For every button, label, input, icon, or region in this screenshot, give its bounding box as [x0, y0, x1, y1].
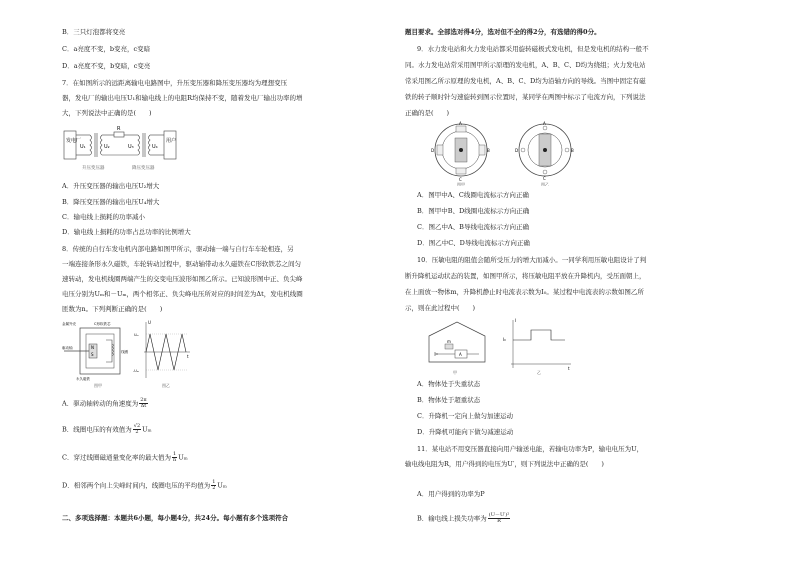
q9-option-a: A．图甲中A、C线圈电流标示方向正确: [417, 191, 529, 199]
svg-text:A: A: [459, 121, 462, 126]
q8-stem-line2: 一端连接条形永久磁铁，车轮转动过程中，驱动轴带动永久磁铁在C形软铁芯之间匀: [62, 260, 301, 268]
q8-option-a-fraction: $\frac{2\pi}{\Delta t}$: [140, 397, 147, 409]
q9-stem-line1: 9．水力发电站和火力发电站都采用旋转磁极式发电机，但是发电机的结构一般不: [417, 45, 649, 53]
q11-stem-line1: 11．某电站不用变压器直接向用户输送电能，若输电功率为P，输电电压为U，: [417, 445, 644, 453]
q8-stem-line3: 速转动，发电机线圈两端产生的交变电压波形如图乙所示。已知波形图中正、负尖峰: [62, 275, 303, 283]
q9-stem-line5: 正确的是( ): [405, 109, 450, 117]
q8-option-c: C．穿过线圈磁通量变化率的最大值为 $\frac{1}{n}$ Uₘ: [62, 451, 188, 463]
q11-option-a: A．用户得到的功率为P: [417, 490, 485, 498]
q11-option-b: [417, 513, 511, 524]
q9-stem-line4: 铁的转子顺时针匀速旋转到图示位置时，某同学在两图中标示了电流方向，下列说法: [405, 93, 646, 101]
q7-option-c: C．输电线上损耗的功率减小: [62, 213, 145, 221]
q8-fig-um: Uₘ: [134, 333, 139, 337]
q9-option-d: D．图乙中C、D导线电流标示方向正确: [417, 239, 530, 247]
left-column: [0, 0, 385, 562]
q9-stem-line3: 常采用图乙所示原理的发电机，A、B、C、D均为沿轴方向的导线。当图中固定有磁: [405, 77, 646, 85]
q8-option-b-text: B．线圈电压的有效值为: [62, 425, 132, 434]
svg-text:S: S: [91, 352, 94, 357]
q6-option-b: B．三只灯泡都将变亮: [62, 28, 126, 36]
q8-fig-cap-yi: 图乙: [162, 383, 170, 388]
q8-option-d-text: D．相邻两个向上尖峰时间内，线圈电压的平均值为: [62, 481, 211, 490]
right-column: [405, 0, 790, 562]
q10-fig-t-axis: t: [568, 366, 570, 371]
q7-fig-u4: U₄: [152, 144, 158, 150]
q10-fig-i-axis: I: [515, 318, 517, 323]
q7-option-a: A．升压变压器的输出电压U₂增大: [62, 182, 160, 190]
q10-stem-line4: 示，则在此过程中( ): [405, 304, 476, 312]
q10-fig-i0: I₀: [503, 337, 506, 342]
q8-option-b-fraction: $\frac{√2}{2}$: [133, 423, 141, 435]
q7-fig-u2: U₂: [104, 144, 110, 150]
q7-transmission-figure: [62, 121, 182, 173]
q7-stem-line3: 大，下列说法中正确的是( ): [62, 109, 152, 117]
q7-option-d: D．输电线上损耗的功率占总功率的比例增大: [62, 228, 191, 236]
q11-option-b-text: B．输电线上损失功率为: [417, 514, 487, 523]
q8-stem-line5: 匝数为n。下列判断正确的是( ): [62, 305, 163, 313]
q8-fig-label-magnet: 永久磁铁: [76, 377, 90, 381]
q8-stem-line1: 8．传统的自行车发电机内部电路如图甲所示，驱动轴一端与自行车车轮相连，另: [62, 245, 294, 253]
q10-elevator-figure: [425, 316, 575, 376]
q10-stem-line3: 在上面放一物体m，升降机静止时电流表示数为I₀。某过程中电流表的示数如图乙所: [405, 288, 644, 296]
q7-fig-cap-step-down: 降压变压器: [132, 166, 155, 171]
svg-text:B: B: [571, 148, 574, 153]
q10-option-b: B．物体处于超重状态: [417, 396, 481, 404]
q8-option-c-fraction: $\frac{1}{n}$: [172, 451, 177, 463]
svg-text:C: C: [543, 176, 546, 181]
q8-option-c-text: C．穿过线圈磁通量变化率的最大值为: [62, 453, 171, 462]
q8-fig-label-shaft: 驱动轴: [62, 346, 73, 350]
q8-fig-label-core: C形软铁芯: [94, 322, 111, 326]
q9-fig-cap-yi: 图乙: [541, 182, 549, 186]
svg-text:C: C: [459, 177, 462, 182]
q8-fig-cap-jia: 图甲: [94, 383, 102, 388]
q7-stem-line2: 器，发电厂的输出电压U₁和输电线上的电阻R均保持不变，随着发电厂输出功率的增: [62, 94, 303, 102]
q11-stem-line2: 输电线电阻为R，用户得到的电压为U′，则下列说法中正确的是( ): [405, 460, 604, 468]
q6-option-d: D．a亮度不变，b变暗，c变亮: [62, 62, 151, 70]
q9-stem-line2: 同。水力发电站常采用图甲所示原理的发电机，A、B、C、D均为绕组；火力发电站: [405, 61, 646, 69]
q7-fig-plant-label: 发电厂: [66, 138, 82, 144]
q8-fig-label-shell: 金属外壳: [62, 322, 76, 326]
q10-figure-yi: [503, 318, 571, 375]
q10-option-c: C．升降机一定向上做匀加速运动: [417, 412, 513, 420]
q10-figure-jia: [429, 322, 485, 375]
q8-fig-t-axis: t: [187, 354, 189, 359]
q6-option-c: C．a亮度不变，b变亮，c变暗: [62, 45, 151, 53]
q10-stem-line1: 10．压敏电阻的阻值会随所受压力的增大而减小。一同学利用压敏电阻设计了判: [417, 256, 647, 264]
q9-fig-cap-jia: 图甲: [457, 182, 465, 186]
q9-figure-yi: [515, 121, 574, 186]
q7-fig-r: R: [117, 126, 121, 132]
q7-fig-u3: U₃: [128, 144, 134, 150]
svg-text:B: B: [487, 148, 490, 153]
q8-option-a-text: A．驱动轴转动的角速度为: [62, 399, 139, 408]
q7-fig-user-label: 用户: [166, 138, 177, 144]
q8-generator-figure: [62, 318, 192, 388]
q8-option-d-fraction: $\frac{1}{2}$: [212, 479, 216, 491]
q10-fig-cap-jia: 甲: [453, 370, 457, 375]
q8-fig-u-axis: U: [148, 320, 151, 325]
q10-fig-mass: m: [447, 339, 451, 344]
q7-option-b: B．降压变压器的输出电压U₄增大: [62, 198, 160, 206]
q8-option-d: D．相邻两个向上尖峰时间内，线圈电压的平均值为 $\frac{1}{2}$ Uₘ: [62, 479, 227, 491]
q7-fig-u1: U₁: [80, 144, 86, 150]
q7-fig-cap-step-up: 升压变压器: [82, 166, 105, 171]
svg-text:N: N: [91, 345, 94, 350]
q10-fig-cap-yi: 乙: [537, 370, 541, 375]
q9-option-b: B．图甲中B、D线圈电流标示方向正确: [417, 207, 530, 215]
q8-stem-line4: 电压分别为Uₘ和－Uₘ，两个相邻正、负尖峰电压所对应的时间差为Δt，发电机线圈: [62, 290, 303, 298]
section-2-heading: 二、多项选择题：本题共6小题，每小题4分，共24分。每小题有多个选项符合: [62, 514, 289, 522]
q8-option-b: B．线圈电压的有效值为 $\frac{√2}{2}$ Uₘ: [62, 423, 152, 435]
q9-generator-figures: [425, 120, 585, 186]
svg-text:D: D: [431, 148, 435, 153]
q10-stem-line2: 断升降机运动状态的装置，如图甲所示，将压敏电阻平放在升降机内，受压面朝上，: [405, 272, 646, 280]
q8-option-a: [62, 398, 149, 409]
q9-option-c: C．图乙中A、B导线电流标示方向正确: [417, 223, 529, 231]
q8-fig-neg-um: -Uₘ: [133, 369, 140, 373]
svg-text:D: D: [515, 148, 519, 153]
q7-stem-line1: 7．在如图所示的远距离输电电路图中，升压变压器和降压变压器均为理想变压: [62, 79, 288, 87]
q10-option-a: A．物体处于失重状态: [417, 380, 481, 388]
q9-figure-jia: [431, 121, 490, 186]
q10-fig-ammeter: A: [459, 352, 462, 357]
q8-fig-label-coil: 线圈: [121, 350, 128, 354]
section-2-heading-cont: 题目要求。全部选对得4分，选对但不全的得2分，有选错的得0分。: [405, 28, 601, 36]
q10-current-curve: [513, 330, 565, 340]
q10-option-d: D．升降机可能向下做匀减速运动: [417, 428, 514, 436]
q11-option-b-fraction: $\frac{\text{(U－U′)²}}{R}$: [488, 512, 510, 524]
svg-text:A: A: [543, 121, 546, 126]
